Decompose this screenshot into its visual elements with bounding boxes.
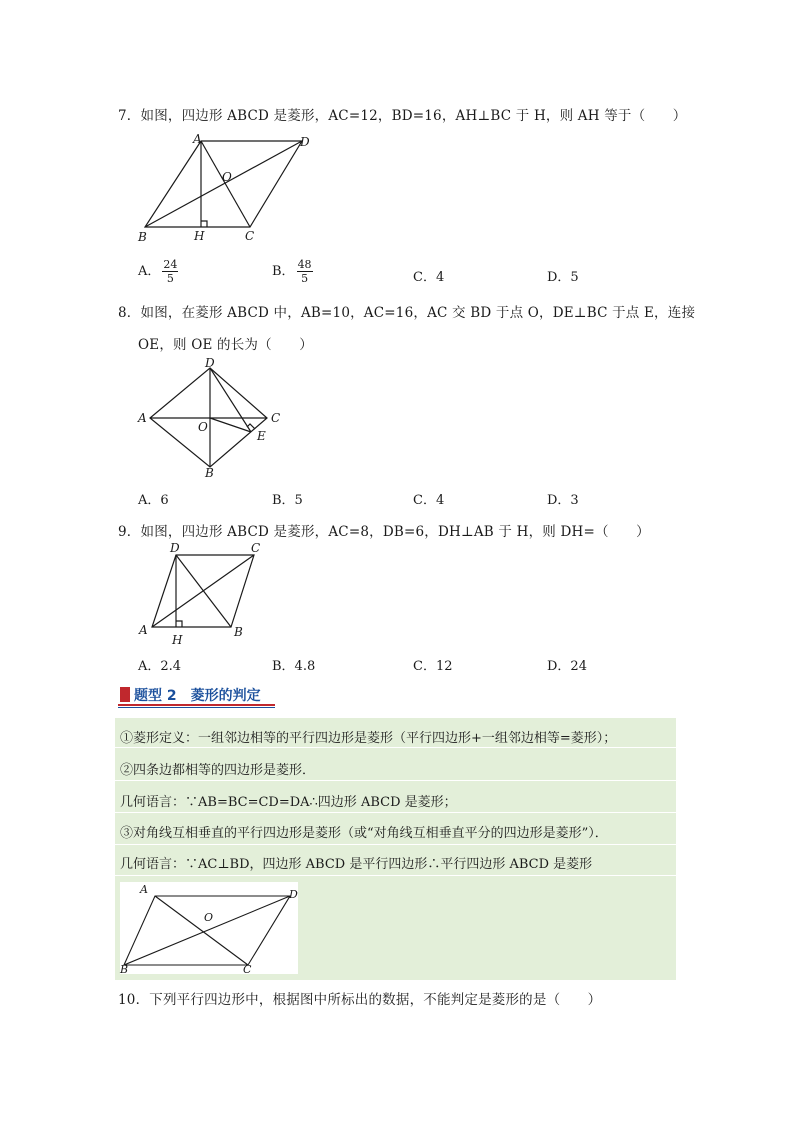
box-line-5: 几何语言：∵AC⊥BD，四边形 ABCD 是平行四边形∴平行四边形 ABCD 是菱形: [120, 857, 593, 872]
box-line-2: ②四条边都相等的四边形是菱形．: [120, 763, 316, 778]
box-divider: [115, 875, 676, 876]
q9-option-c[interactable]: C．12: [413, 659, 453, 674]
section-underline-red: [118, 704, 275, 706]
q9-label-c: C: [251, 541, 261, 555]
q7-label-b: B: [138, 230, 147, 244]
box-line-1: ①菱形定义：一组邻边相等的平行四边形是菱形（平行四边形+一组邻边相等=菱形）；: [120, 731, 617, 746]
section-title: 题型 2 菱形的判定: [134, 688, 261, 704]
q9-label-h: H: [172, 633, 183, 647]
q7-figure: [134, 130, 324, 246]
q9-figure: [134, 540, 259, 650]
q7-label-o: O: [222, 170, 232, 184]
q9-label-d: D: [170, 541, 180, 555]
q7-label-c: C: [245, 229, 255, 243]
q8-label-e: E: [257, 429, 266, 443]
box-divider: [115, 747, 676, 748]
section-marker: [120, 687, 130, 702]
q8-text-line2: OE，则 OE 的长为（ ）: [138, 337, 313, 353]
box-figure: [120, 882, 298, 974]
box-label-a: A: [140, 883, 148, 896]
q10-text: 10．下列平行四边形中，根据图中所标出的数据，不能判定是菱形的是（ ）: [118, 992, 602, 1008]
box-divider: [115, 812, 676, 813]
q8-text-line1: 8．如图，在菱形 ABCD 中，AB=10，AC=16，AC 交 BD 于点 O，DE⊥BC 于点 E，连接: [118, 305, 696, 321]
q8-label-b: B: [205, 466, 214, 480]
q9-option-d[interactable]: D．24: [547, 659, 587, 674]
q9-option-b[interactable]: B．4.8: [272, 659, 316, 674]
q8-option-c[interactable]: C．4: [413, 493, 445, 508]
q8-label-d: D: [205, 356, 215, 370]
q9-label-b: B: [234, 625, 243, 639]
q7-label-h: H: [194, 229, 205, 243]
q7-option-b-fraction: $\frac{48}{5}$: [297, 258, 312, 285]
box-line-4: ③对角线互相垂直的平行四边形是菱形（或“对角线互相垂直平分的四边形是菱形”）．: [120, 826, 608, 841]
q7-option-a[interactable]: A． $\frac{24}{5}$: [138, 258, 178, 285]
box-label-b: B: [120, 963, 129, 976]
q7-option-b[interactable]: B． $\frac{48}{5}$: [272, 258, 312, 285]
box-label-d: D: [289, 888, 298, 901]
box-divider: [115, 844, 676, 845]
q8-label-c: C: [271, 411, 281, 425]
q7-label-a: A: [193, 132, 202, 146]
box-divider: [115, 780, 676, 781]
q7-option-c[interactable]: C．4: [413, 270, 445, 285]
section-heading: [118, 684, 275, 706]
box-label-c: C: [243, 963, 252, 976]
q7-text: 7．如图，四边形 ABCD 是菱形，AC=12，BD=16，AH⊥BC 于 H，则 AH 等于（ ）: [118, 108, 687, 124]
q8-label-o: O: [198, 420, 208, 434]
q7-option-a-fraction: $\frac{24}{5}$: [163, 258, 178, 285]
q8-option-d[interactable]: D．3: [547, 493, 579, 508]
box-line-3: 几何语言：∵AB=BC=CD=DA∴四边形 ABCD 是菱形；: [120, 795, 457, 810]
q8-label-a: A: [138, 411, 147, 425]
q7-label-d: D: [300, 135, 310, 149]
section-underline-blue: [118, 707, 275, 708]
q9-label-a: A: [139, 623, 148, 637]
box-figure-panel: [120, 882, 298, 974]
q7-option-d[interactable]: D．5: [547, 270, 579, 285]
box-label-o: O: [204, 911, 214, 924]
q8-figure: [134, 352, 294, 482]
q8-option-b[interactable]: B．5: [272, 493, 303, 508]
q9-text: 9．如图，四边形 ABCD 是菱形，AC=8，DB=6，DH⊥AB 于 H，则 DH=（ ）: [118, 524, 650, 540]
q9-option-a[interactable]: A．2.4: [138, 659, 182, 674]
knowledge-box: [115, 718, 676, 980]
q8-option-a[interactable]: A．6: [138, 493, 169, 508]
